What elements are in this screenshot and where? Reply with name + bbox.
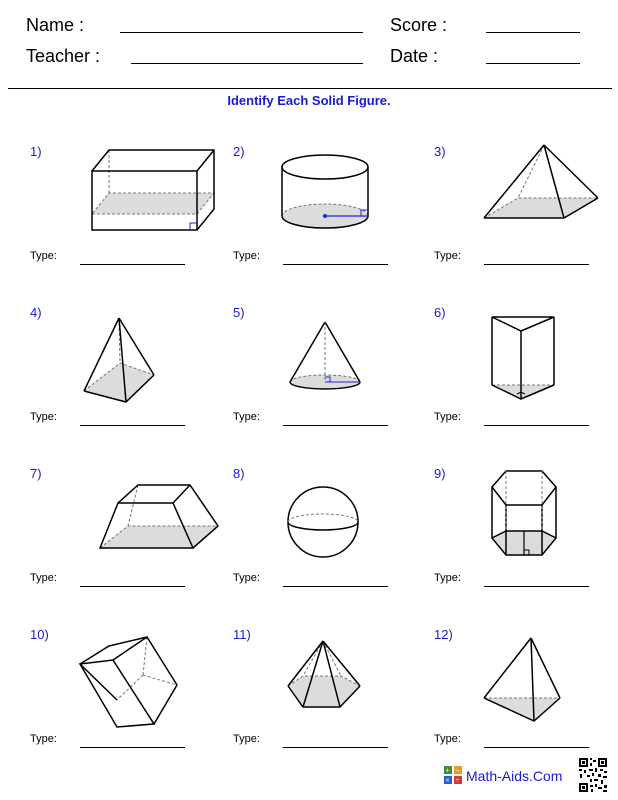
svg-text:+: + [445, 767, 450, 775]
score-label: Score : [390, 15, 448, 35]
problem-number: 5) [233, 305, 245, 320]
answer-field[interactable] [80, 425, 185, 426]
problem-number: 9) [434, 466, 446, 481]
type-label: Type: [434, 733, 461, 745]
header-divider [8, 88, 612, 89]
rectangular-pyramid-icon [464, 144, 618, 249]
problem-3 [434, 144, 618, 304]
footer-site-link[interactable]: Math-Aids.Com [466, 768, 563, 784]
problem-4 [30, 305, 230, 465]
score-field[interactable] [486, 32, 580, 33]
problem-number: 10) [30, 627, 49, 642]
problem-1 [30, 144, 230, 304]
answer-field[interactable] [283, 586, 388, 587]
problem-9 [434, 466, 618, 626]
problem-number: 2) [233, 144, 245, 159]
problem-2 [233, 144, 433, 304]
date-label: Date : [390, 46, 439, 66]
type-label: Type: [434, 572, 461, 584]
type-label: Type: [233, 733, 260, 745]
pentagonal-pyramid-icon [263, 627, 423, 732]
worksheet-title: Identify Each Solid Figure. [227, 93, 391, 108]
problem-number: 8) [233, 466, 245, 481]
teacher-label: Teacher : [26, 46, 101, 66]
problem-5 [233, 305, 433, 465]
problem-number: 4) [30, 305, 42, 320]
answer-field[interactable] [80, 586, 185, 587]
type-label: Type: [30, 572, 57, 584]
answer-field[interactable] [484, 264, 589, 265]
type-label: Type: [30, 733, 57, 745]
problem-number: 3) [434, 144, 446, 159]
answer-field[interactable] [80, 747, 185, 748]
square-pyramid-icon [60, 305, 220, 410]
type-label: Type: [30, 411, 57, 423]
triangular-prism-icon [464, 305, 618, 410]
problem-10 [30, 627, 230, 787]
answer-field[interactable] [283, 264, 388, 265]
problem-number: 6) [434, 305, 446, 320]
type-label: Type: [233, 572, 260, 584]
name-field[interactable] [120, 32, 363, 33]
triangular-pyramid-icon [464, 627, 618, 732]
name-label: Name : [26, 15, 85, 35]
answer-field[interactable] [484, 586, 589, 587]
date-field[interactable] [486, 63, 580, 64]
answer-field[interactable] [484, 747, 589, 748]
type-label: Type: [434, 250, 461, 262]
answer-field[interactable] [484, 425, 589, 426]
math-aids-logo-icon [444, 766, 462, 784]
answer-field[interactable] [283, 425, 388, 426]
type-label: Type: [434, 411, 461, 423]
svg-text:×: × [445, 777, 450, 785]
problem-11 [233, 627, 433, 787]
svg-text:−: − [455, 767, 460, 775]
problem-8 [233, 466, 433, 626]
trapezoidal-prism-icon [60, 466, 220, 571]
problem-7 [30, 466, 230, 626]
rectangular-prism-icon [60, 144, 220, 249]
problem-number: 12) [434, 627, 453, 642]
problem-number: 7) [30, 466, 42, 481]
problem-6 [434, 305, 618, 465]
hexagonal-prism-icon [464, 466, 618, 571]
cylinder-icon [263, 144, 423, 249]
type-label: Type: [30, 250, 57, 262]
answer-field[interactable] [80, 264, 185, 265]
qr-code-icon [578, 757, 608, 793]
type-label: Type: [233, 250, 260, 262]
svg-text:÷: ÷ [455, 777, 460, 785]
cone-icon [263, 305, 423, 410]
sphere-icon [263, 466, 423, 571]
answer-field[interactable] [283, 747, 388, 748]
type-label: Type: [233, 411, 260, 423]
teacher-field[interactable] [131, 63, 363, 64]
problem-number: 1) [30, 144, 42, 159]
cube-icon [60, 627, 220, 732]
problem-number: 11) [233, 627, 251, 642]
